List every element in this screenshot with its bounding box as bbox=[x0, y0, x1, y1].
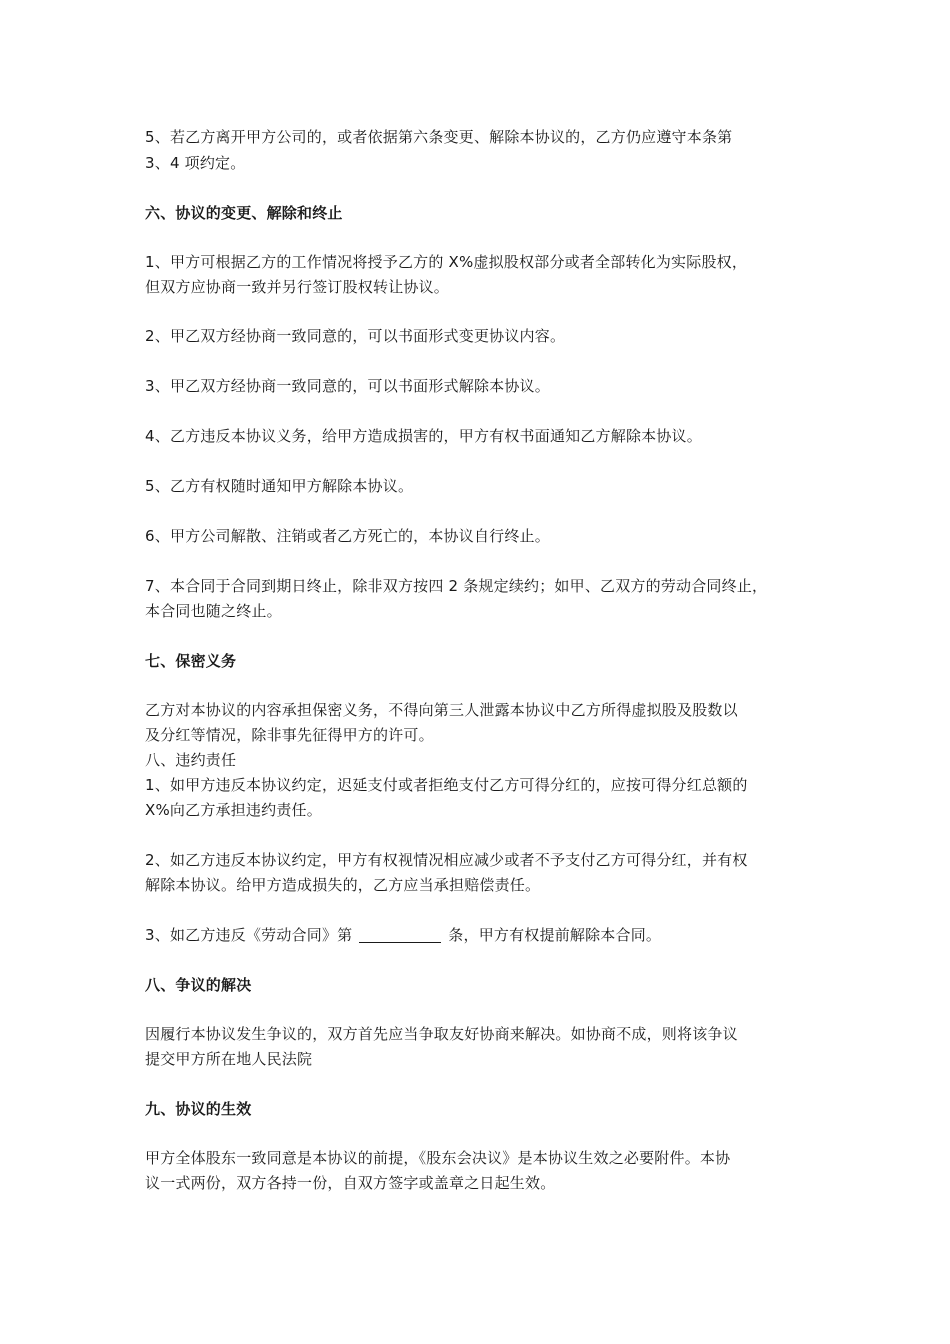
section-heading: 八、争议的解决 bbox=[145, 976, 252, 994]
text-line: 3、甲乙双方经协商一致同意的，可以书面形式解除本协议。 bbox=[145, 377, 550, 395]
text-line: 5、乙方有权随时通知甲方解除本协议。 bbox=[145, 477, 414, 495]
section-heading-plain: 八、违约责任 bbox=[145, 751, 237, 769]
text-line: X%向乙方承担违约责任。 bbox=[145, 801, 322, 819]
clause-with-blank bbox=[145, 923, 661, 948]
text-line: 乙方对本协议的内容承担保密义务，不得向第三人泄露本协议中乙方所得虚拟股及股数以 bbox=[145, 701, 738, 719]
clause-text-before: 3、如乙方违反《劳动合同》第 bbox=[145, 926, 353, 944]
fill-in-blank bbox=[359, 926, 441, 943]
text-line: 因履行本协议发生争议的，双方首先应当争取友好协商来解决。如协商不成，则将该争议 bbox=[145, 1025, 738, 1043]
text-line: 提交甲方所在地人民法院 bbox=[145, 1050, 313, 1068]
text-line: 1、甲方可根据乙方的工作情况将授予乙方的 X%虚拟股权部分或者全部转化为实际股权， bbox=[145, 253, 748, 271]
section-heading: 六、协议的变更、解除和终止 bbox=[145, 204, 343, 222]
text-line: 甲方全体股东一致同意是本协议的前提，《股东会决议》是本协议生效之必要附件。本协 bbox=[145, 1149, 731, 1167]
text-line: 3、4 项约定。 bbox=[145, 154, 246, 172]
text-line: 议一式两份，双方各持一份，自双方签字或盖章之日起生效。 bbox=[145, 1174, 556, 1192]
text-line: 但双方应协商一致并另行签订股权转让协议。 bbox=[145, 278, 450, 296]
text-line: 5、若乙方离开甲方公司的，或者依据第六条变更、解除本协议的，乙方仍应遵守本条第 bbox=[145, 128, 733, 146]
text-line: 2、甲乙双方经协商一致同意的，可以书面形式变更协议内容。 bbox=[145, 327, 566, 345]
text-line: 本合同也随之终止。 bbox=[145, 602, 282, 620]
clause-text-after: 条，甲方有权提前解除本合同。 bbox=[448, 926, 662, 944]
text-line: 7、本合同于合同到期日终止，除非双方按四 2 条规定续约；如甲、乙双方的劳动合同终止， bbox=[145, 577, 768, 595]
text-line: 及分红等情况，除非事先征得甲方的许可。 bbox=[145, 726, 434, 744]
text-line: 4、乙方违反本协议义务，给甲方造成损害的，甲方有权书面通知乙方解除本协议。 bbox=[145, 427, 702, 445]
section-heading: 七、保密义务 bbox=[145, 652, 237, 670]
text-line: 解除本协议。给甲方造成损失的，乙方应当承担赔偿责任。 bbox=[145, 876, 541, 894]
text-line: 6、甲方公司解散、注销或者乙方死亡的，本协议自行终止。 bbox=[145, 527, 550, 545]
text-line: 1、如甲方违反本协议约定，迟延支付或者拒绝支付乙方可得分红的，应按可得分红总额的 bbox=[145, 776, 748, 794]
text-line: 2、如乙方违反本协议约定，甲方有权视情况相应减少或者不予支付乙方可得分红，并有权 bbox=[145, 851, 748, 869]
section-heading: 九、协议的生效 bbox=[145, 1100, 252, 1118]
